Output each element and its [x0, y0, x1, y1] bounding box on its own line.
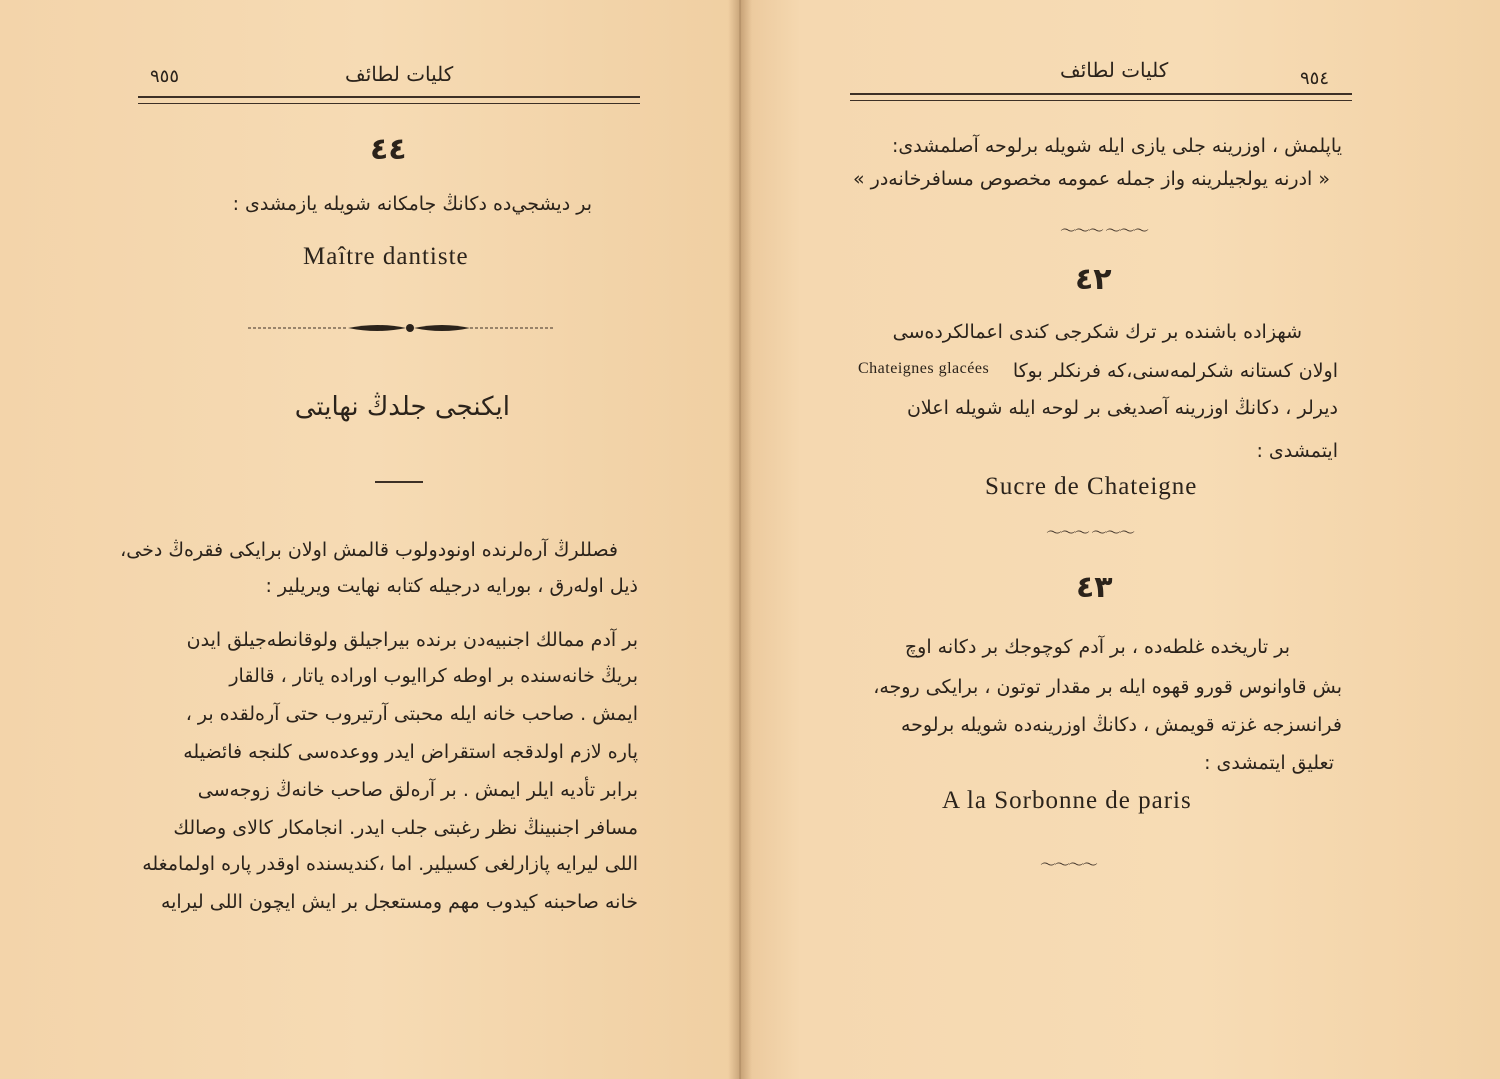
section-43-line: بر تاريخده غلطه‌ده ، بر آدم كوچوجك بر دكانه اوچ	[904, 636, 1290, 658]
story-line: بريڭ خانه‌سنده بر اوطه كراايوب اوراده ياتار ، قالقار	[229, 665, 638, 687]
right-header-rule	[850, 93, 1352, 101]
section-42-number: ٤٢	[1075, 262, 1112, 297]
left-running-head: كليات لطائف	[345, 62, 454, 86]
section-42-inline-latin: Chateignes glacées	[858, 360, 990, 377]
section-42-line: ديرلر ، دكانڭ اوزرينه آصديغى بر لوحه ايله شويله اعلان	[906, 397, 1338, 419]
squiggle-divider: 〜〜〜 〜〜〜	[1046, 523, 1134, 542]
section-42-line: شهزاده باشنده بر ترك شكرجى كندى اعمالكرده‌سى	[892, 321, 1302, 343]
left-page	[0, 0, 740, 1079]
left-page-number: ٩٥٥	[150, 66, 180, 87]
note-line-1: فصللرڭ آره‌لرنده اونودولوب قالمش اولان برايكى فقره‌ڭ دخى،	[120, 539, 618, 561]
story-line: مسافر اجنبينڭ نظر رغبتى جلب ايدر. انجامكار كالاى وصالك	[173, 817, 638, 839]
right-running-head: كليات لطائف	[1060, 58, 1169, 82]
book-gutter	[728, 0, 752, 1079]
story-line: برابر تأديه ايلر ايمش . بر آره‌لق صاحب خانه‌ڭ زوجه‌سى	[197, 779, 638, 801]
short-divider	[375, 481, 423, 483]
top-line-2: « ادرنه يولجيلرينه واز جمله عمومه مخصوص مسافرخانه‌در »	[853, 168, 1330, 190]
section-43-line: فرانسزجه غزته قويمش ، دكانڭ اوزرينه‌ده شويله برلوحه	[900, 714, 1342, 736]
section-42-line: اولان كستانه شكرلمه‌سنى،كه فرنكلر بوكا	[1012, 360, 1338, 382]
section-43-number: ٤٣	[1076, 570, 1113, 605]
top-line-1: ياپلمش ، اوزرينه جلى يازى ايله شويله برلوحه آصلمشدى:	[891, 135, 1342, 157]
volume-end-title: ايكنجى جلدڭ نهايتى	[294, 392, 510, 422]
ornament-divider	[248, 318, 554, 338]
story-line: پاره لازم اولدقجه استقراض ايدر ووعده‌سى كلنجه فائضيله	[183, 741, 638, 763]
end-squiggle: 〜〜〜〜	[1040, 855, 1097, 874]
section-42-line: ايتمشدى :	[1256, 440, 1338, 462]
section-44-number: ٤٤	[370, 132, 407, 167]
right-page-number: ٩٥٤	[1300, 68, 1330, 89]
note-line-2: ذيل اوله‌رق ، بورايه درجيله كتابه نهايت ويريلير :	[265, 575, 638, 597]
story-line: بر آدم ممالك اجنبيه‌دن برنده بيراجيلق ولوقانطه‌جيلق ايدن	[186, 629, 638, 651]
story-line: ايمش . صاحب خانه ايله محبتى آرتيروب حتى آره‌لقده بر ،	[185, 703, 638, 725]
section-44-sign: Maître dantiste	[303, 243, 469, 270]
squiggle-divider: 〜〜〜 〜〜〜	[1060, 221, 1148, 240]
section-43-sign: A la Sorbonne de paris	[942, 787, 1192, 814]
left-header-rule	[138, 96, 640, 104]
story-line: اللى ليرايه پازارلغى كسيلير. اما ،كنديسنده اوقدر پاره اولمامغله	[142, 853, 638, 875]
section-42-sign: Sucre de Chateigne	[985, 473, 1198, 500]
section-43-line: بش قاوانوس قورو قهوه ايله بر مقدار توتون ، برايكى روجه،	[873, 676, 1342, 698]
section-44-intro: بر ديشجي‌ده دكانڭ جامكانه شويله يازمشدى :	[232, 193, 592, 215]
right-page	[740, 0, 1500, 1079]
story-line: خانه صاحبنه كيدوب مهم ومستعجل بر ايش ايچون اللى ليرايه	[160, 891, 638, 913]
section-43-line: تعليق ايتمشدى :	[1204, 752, 1334, 774]
